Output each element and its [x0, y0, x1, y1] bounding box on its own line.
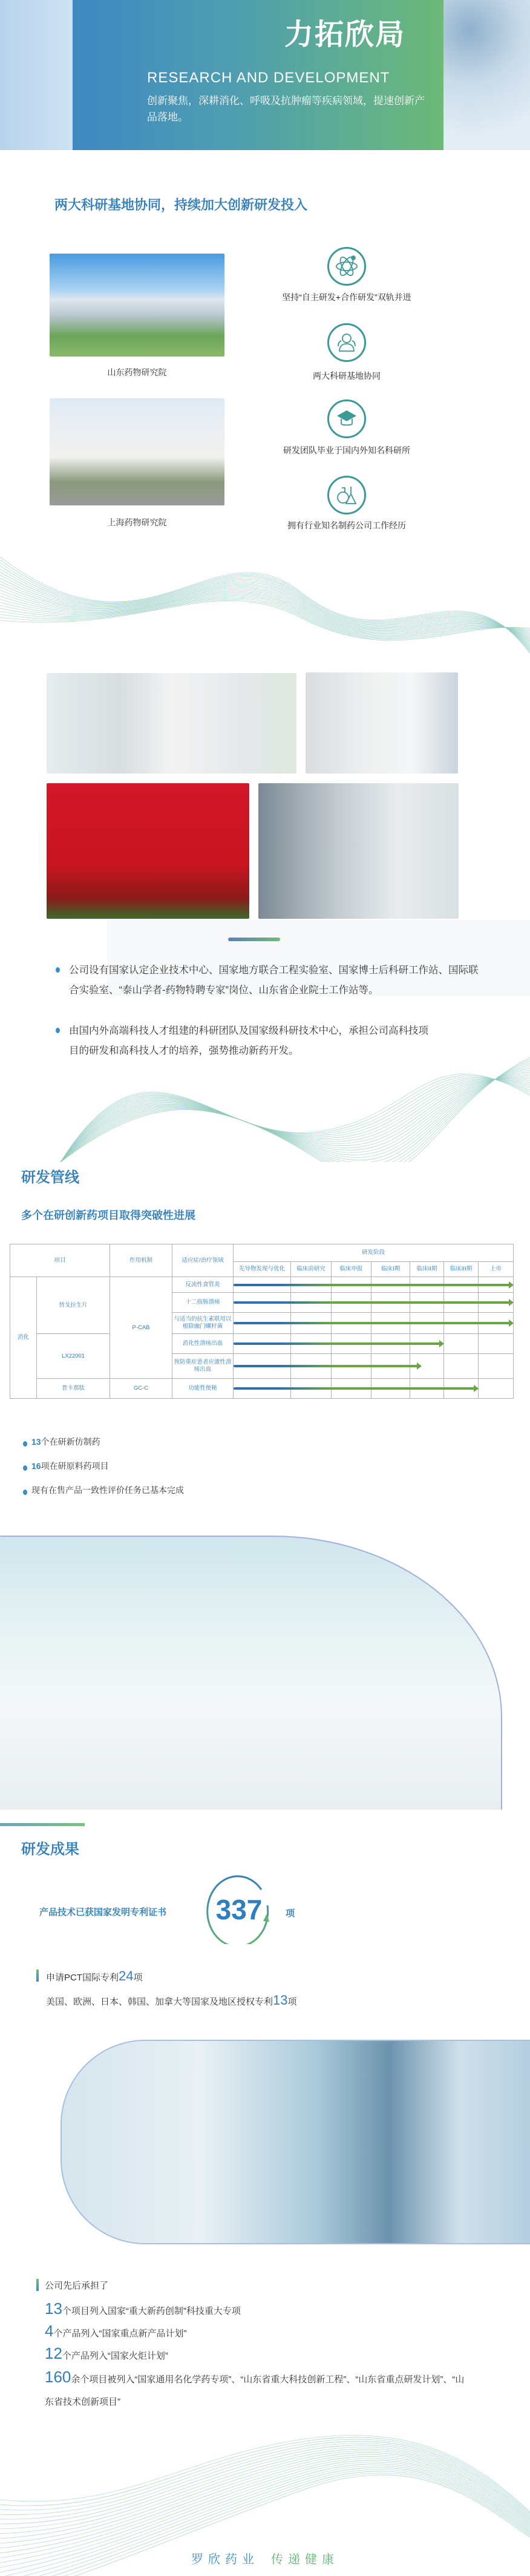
wave-line [0, 593, 530, 636]
pct-patents [46, 1968, 143, 1984]
page-title: 力拓欣局 [284, 19, 406, 51]
wave-line [61, 1076, 530, 1162]
research-team-photo [0, 1536, 502, 1810]
wave-line [61, 1070, 530, 1162]
indication: 预防重症患者应激性溃疡出血 [172, 1354, 234, 1379]
accent-bar [36, 2279, 39, 2291]
feature-label: 拥有行业知名制药公司工作经历 [287, 521, 406, 530]
pipeline-table [10, 1244, 513, 1399]
slogan-brand: 罗欣药业 [191, 2553, 259, 2566]
feature-label: 研发团队毕业于国内外知名科研所 [283, 445, 410, 455]
section-divider [0, 1823, 85, 1826]
wave-line [0, 2441, 530, 2515]
wave-line [0, 2454, 530, 2548]
wave-line [0, 2451, 530, 2538]
wave-line [0, 2460, 530, 2563]
undertaken-item [45, 2299, 241, 2318]
indication: 功能性便秘 [172, 1379, 234, 1399]
progress-arrow [234, 1322, 510, 1324]
pct-text: 申请PCT国际专利 [46, 1973, 119, 1983]
scientist-testtube-photo [258, 783, 459, 919]
bullet-dot [23, 1465, 27, 1471]
stage-header: 临床前研究 [291, 1262, 332, 1277]
project-name: 普卡那肽 [37, 1379, 110, 1399]
header-stage-group: 研发阶段 [234, 1244, 514, 1262]
progress-arrow [234, 1301, 510, 1304]
patent-unit: 项 [286, 1908, 295, 1919]
researchers-photo [47, 673, 296, 774]
progress-arrow [234, 1342, 440, 1345]
wave-line [0, 566, 530, 650]
intl-unit: 项 [287, 1997, 297, 2007]
item-text: 个产品列入“国家火炬计划” [62, 2351, 168, 2361]
project-name: 替戈拉生片 [37, 1277, 110, 1334]
bullet-dot [23, 1441, 27, 1447]
stage-header: 临床I期 [371, 1262, 410, 1277]
intl-patents [46, 1993, 297, 2008]
bullet-dot [56, 967, 60, 973]
wave-decoration [0, 533, 530, 673]
team-icon [327, 323, 366, 362]
shanghai-institute-photo [50, 398, 224, 505]
indication: 消化性溃疡出血 [172, 1334, 234, 1354]
bullet-dot [56, 1028, 60, 1033]
mechanism: GC-C [110, 1379, 172, 1399]
header-indication: 适应症/治疗领域 [172, 1244, 234, 1277]
undertaken-item [45, 2366, 468, 2413]
divider-bar [228, 938, 280, 941]
stage-header: 临床III期 [444, 1262, 479, 1277]
institute-caption: 山东药物研究院 [107, 367, 167, 377]
stat-number: 13 [31, 1437, 41, 1447]
wave-line [0, 578, 530, 645]
ceremony-photo [47, 783, 249, 919]
item-text: 个产品列入“国家重点新产品计划” [53, 2328, 187, 2339]
intl-number: 13 [273, 1993, 288, 2008]
patent-label: 产品技术已获国家发明专利证书 [39, 1907, 167, 1917]
wave-line [0, 581, 530, 644]
wave-decoration [0, 1041, 530, 1162]
mechanism: P-CAB [110, 1277, 172, 1379]
bases-heading: 两大科研基地协同，持续加大创新研发投入 [54, 197, 308, 212]
therapy-area: 消化 [10, 1277, 37, 1399]
pipeline-stat [31, 1436, 100, 1448]
stat-text: 项在研原料药项目 [41, 1461, 109, 1471]
wave-line [0, 563, 530, 651]
item-number: 4 [45, 2322, 54, 2340]
pipeline-subheading: 多个在研创新药项目取得突破性进展 [21, 1209, 195, 1221]
wave-line [61, 1066, 530, 1162]
atom-icon [327, 247, 366, 286]
stat-text: 个在研新仿制药 [41, 1437, 100, 1447]
item-number: 160 [45, 2368, 71, 2386]
accent-bar [36, 1970, 39, 1982]
indication: 十二指肠溃疡 [172, 1293, 234, 1313]
item-text: 余个项目被列入“国家通用名化学药专项”、“山东省重大科技创新工程”、“山东省重点研发计划”、“山东省技术创新项目” [45, 2374, 465, 2407]
wave-line [61, 1068, 530, 1162]
institute-caption: 上海药物研究院 [107, 518, 167, 527]
undertaken-item [45, 2344, 168, 2363]
project-name: LX22001 [37, 1334, 110, 1379]
progress-arrow [234, 1365, 419, 1367]
footer-slogan [0, 2549, 530, 2567]
facility-bullet: 公司设有国家认定企业技术中心、国家地方联合工程实验室、国家博士后科研工作站、国际联合实验室、“泰山学者-药物特聘专家”岗位、山东省企业院士工作站等。 [69, 965, 479, 996]
stage-header: 临床申报 [332, 1262, 371, 1277]
hero-description: 创新聚焦，深耕消化、呼吸及抗肿瘤等疾病领域，提速创新产品落地。 [147, 95, 425, 123]
feature-label: 坚持“自主研发+合作研发”双轨并进 [282, 292, 411, 302]
shandong-institute-photo [50, 254, 224, 356]
graduation-cap-icon [327, 399, 366, 438]
stage-header: 临床II期 [410, 1262, 444, 1277]
intl-text: 美国、欧洲、日本、韩国、加拿大等国家及地区授权专利 [46, 1997, 273, 2007]
wave-line [61, 1078, 530, 1162]
hero-subtitle-en: RESEARCH AND DEVELOPMENT [147, 70, 390, 86]
header-project: 项目 [10, 1244, 110, 1277]
progress-arrow [234, 1284, 510, 1286]
wave-line [0, 2459, 530, 2558]
indication: 反流性食管炎 [172, 1277, 234, 1293]
hero-lab-image [443, 0, 530, 150]
lab-scientist-photo [306, 672, 458, 774]
lab-pipette-photo [61, 2040, 530, 2244]
indication: 与适当的抗生素联用以根除幽门螺杆菌 [172, 1313, 234, 1334]
stage-header: 上市 [479, 1262, 514, 1277]
undertaken-title: 公司先后承担了 [45, 2281, 109, 2291]
pipeline-stat [31, 1460, 109, 1472]
item-text: 个项目列入国家“重大新药创制”科技重大专项 [62, 2306, 241, 2316]
progress-arrow [234, 1387, 475, 1390]
patent-count: 337 [215, 1894, 263, 1925]
achievements-heading: 研发成果 [21, 1841, 79, 1858]
item-number: 13 [45, 2299, 62, 2318]
stat-number: 16 [31, 1461, 41, 1471]
flask-icon [327, 476, 366, 514]
pipeline-stat: 现有在售产品一致性评价任务已基本完成 [31, 1485, 184, 1495]
facility-bullet: 由国内外高端科技人才组建的科研团队及国家级科研技术中心，承担公司高科技项目的研发和高科技人才的培养，强势推动新药开发。 [69, 1025, 428, 1056]
wave-line [0, 2439, 530, 2514]
item-number: 12 [45, 2344, 62, 2362]
wave-line [0, 569, 530, 649]
slogan-tagline: 传递健康 [271, 2553, 339, 2566]
pipeline-heading: 研发管线 [21, 1169, 79, 1186]
stage-header: 先导物发现与优化 [234, 1262, 291, 1277]
bullet-dot [23, 1490, 27, 1495]
wave-line [0, 2437, 530, 2513]
header-mechanism: 作用机制 [110, 1244, 172, 1277]
pct-unit: 项 [133, 1973, 143, 1983]
pct-number: 24 [119, 1968, 134, 1983]
undertaken-item [45, 2322, 186, 2341]
feature-label: 两大科研基地协同 [313, 371, 381, 381]
